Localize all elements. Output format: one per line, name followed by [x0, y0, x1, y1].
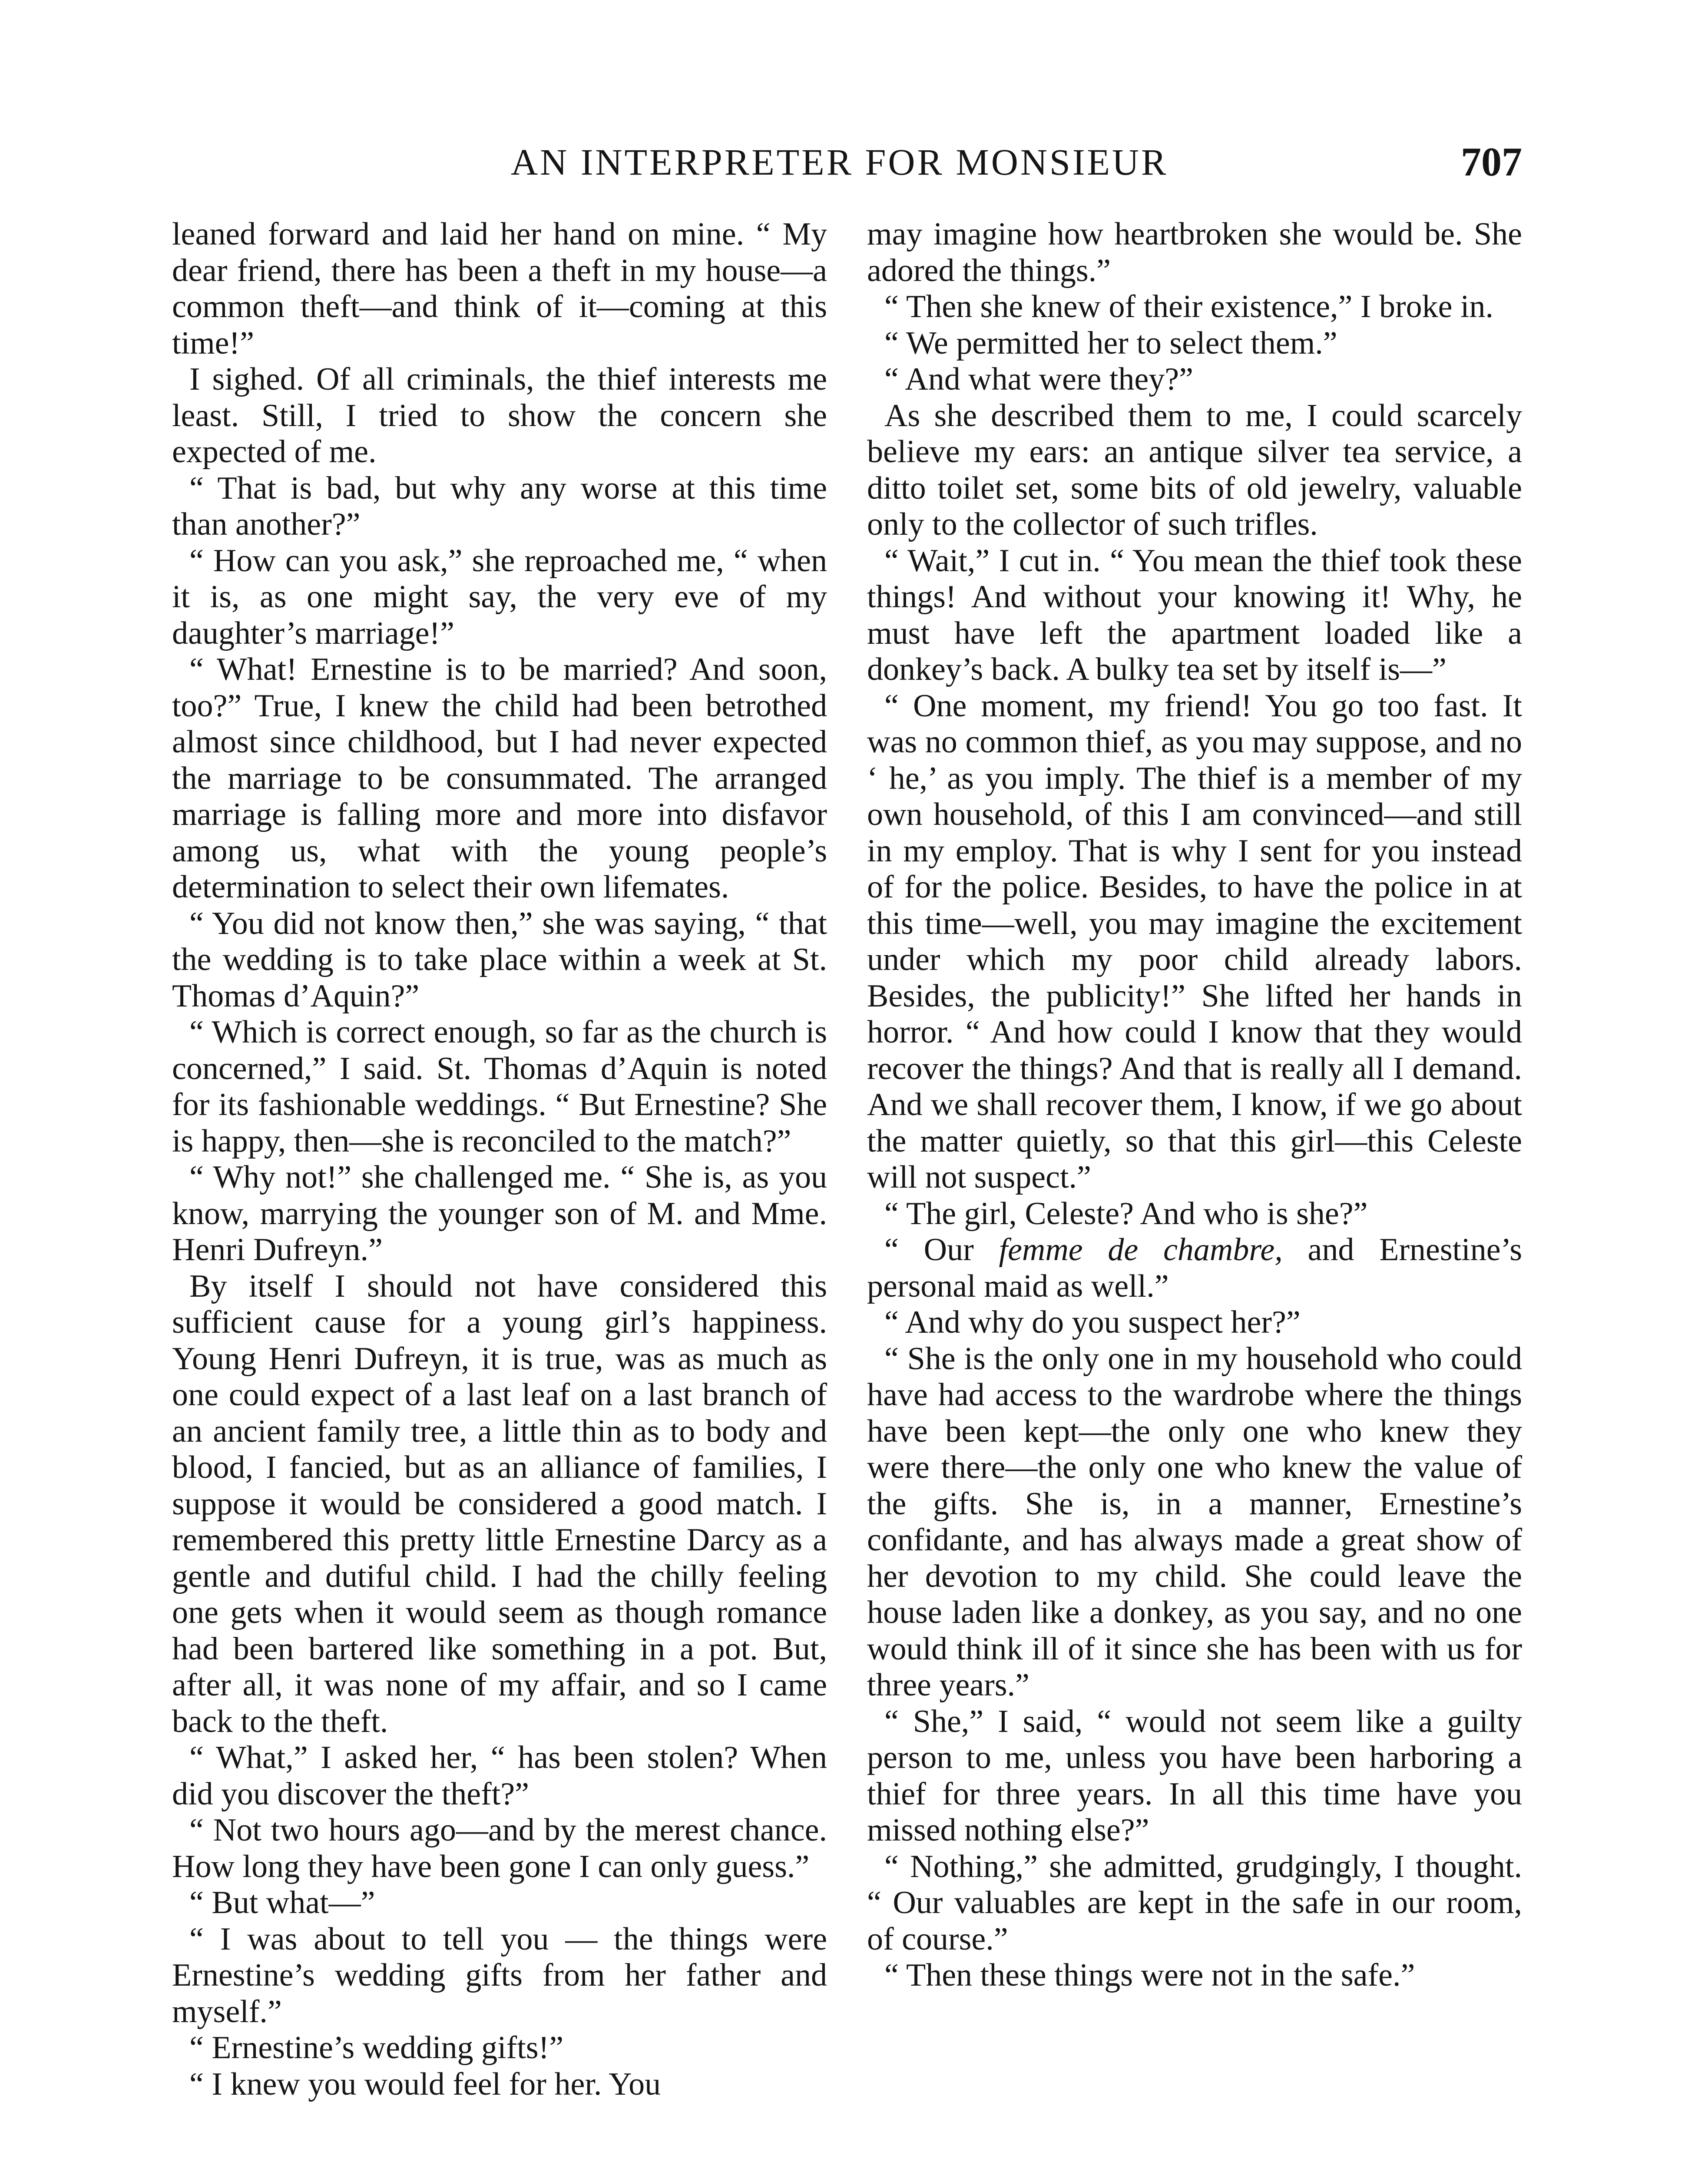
text-span: “ Our	[884, 1232, 999, 1268]
paragraph: leaned forward and laid her hand on mine. “ My dear friend, there has been a theft in my house—a common theft—and think of it—coming at this time!”	[172, 216, 827, 361]
paragraph: “ Which is correct enough, so far as the church is concerned,” I said. St. Thomas d’Aquin is noted for its fashionable weddings. “ But Ernestine? She is happy, then—she is reconciled to the match?”	[172, 1014, 827, 1159]
paragraph: “ How can you ask,” she reproached me, “ when it is, as one might say, the very eve of my daughter’s marriage!”	[172, 543, 827, 651]
italic-phrase: femme de chambre,	[999, 1232, 1283, 1268]
paragraph: “ And what were they?”	[884, 361, 1193, 397]
paragraph: “ I knew you would feel for her. You	[189, 2066, 661, 2102]
paragraph: “ Then these things were not in the safe.”	[884, 1957, 1415, 1993]
paragraph: “ She is the only one in my household who could have had access to the wardrobe where the things have been kept—the only one who knew they were there—the only one who knew the value of the gifts. She is, in a manner, Ernestine’s confidante, and has always made a great show of her devotion to my child. She could leave the house laden like a donkey, as you say, and no one would think ill of it since she has been with us for three years.”	[867, 1341, 1522, 1703]
paragraph: “ You did not know then,” she was saying, “ that the wedding is to take place within a week at St. Thomas d’Aquin?”	[172, 905, 827, 1014]
paragraph: “ What,” I asked her, “ has been stolen? When did you discover the theft?”	[172, 1740, 827, 1812]
right-column	[867, 216, 1522, 2172]
paragraph: By itself I should not have considered this sufficient cause for a young girl’s happiness. Young Henri Dufreyn, it is true, was as much as one could expect of a last leaf on a last branch of an ancient family tree, a little thin as to body and blood, I fancied, but as an alliance of families, I suppose it would be considered a good match. I remembered this pretty little Ernestine Darcy as a gentle and dutiful child. I had the chilly feeling one gets when it would seem as though romance had been bartered like something in a pot. But, after all, it was none of my affair, and so I came back to the theft.	[172, 1268, 827, 1739]
paragraph: “ What! Ernestine is to be married? And soon, too?” True, I knew the child had been betrothed almost since childhood, but I had never expected the marriage to be consummated. The arranged marriage is falling more and more into disfavor among us, what with the young people’s determination to select their own lifemates.	[172, 652, 827, 905]
paragraph: “ But what—”	[189, 1885, 375, 1920]
paragraph: “ Not two hours ago—and by the merest chance. How long they have been gone I can only guess.”	[172, 1812, 827, 1884]
paragraph: may imagine how heartbroken she would be. She adored the things.”	[867, 216, 1522, 288]
paragraph: “ I was about to tell you — the things were Ernestine’s wedding gifts from her father and myself.”	[172, 1921, 827, 2030]
paragraph: “ She,” I said, “ would not seem like a guilty person to me, unless you have been harboring a thief for three years. In all this time have you missed nothing else?”	[867, 1703, 1522, 1848]
paragraph: I sighed. Of all criminals, the thief interests me least. Still, I tried to show the concern she expected of me.	[172, 361, 827, 470]
paragraph: “ Then she knew of their existence,” I broke in.	[884, 289, 1494, 324]
page-number: 707	[1461, 139, 1522, 185]
paragraph-maid	[867, 1232, 1522, 1305]
paragraph: “ Nothing,” she admitted, grudgingly, I thought. “ Our valuables are kept in the safe in our room, of course.”	[867, 1848, 1522, 1957]
paragraph: “ Ernestine’s wedding gifts!”	[189, 2030, 564, 2066]
paragraph: “ Wait,” I cut in. “ You mean the thief took these things! And without your knowing it! Why, he must have left the apartment loaded like a donkey’s back. A bulky tea set by itself is—”	[867, 543, 1522, 687]
left-column	[172, 216, 827, 2172]
running-title: AN INTERPRETER FOR MONSIEUR	[511, 141, 1168, 183]
paragraph: “ And why do you suspect her?”	[884, 1305, 1301, 1340]
paragraph: “ We permitted her to select them.”	[884, 325, 1337, 361]
paragraph: “ Why not!” she challenged me. “ She is, as you know, marrying the younger son of M. and Mme. Henri Dufreyn.”	[172, 1159, 827, 1268]
paragraph: “ One moment, my friend! You go too fast. It was no common thief, as you may suppose, and no ‘ he,’ as you imply. The thief is a member of my own household, of this I am convinced—and still in my employ. That is why I sent for you instead of for the police. Besides, to have the police in at this time—well, you may imagine the excitement under which my poor child already labors. Besides, the publicity!” She lifted her hands in horror. “ And how could I know that they would recover the things? And that is really all I demand. And we shall recover them, I know, if we go about the matter quietly, so that this girl—this Celeste will not suspect.”	[867, 688, 1522, 1195]
paragraph: “ The girl, Celeste? And who is she?”	[884, 1195, 1368, 1232]
paragraph: “ That is bad, but why any worse at this time than another?”	[172, 470, 827, 542]
running-header	[172, 138, 1522, 186]
text-span: and Ernestine’s personal maid as well.”	[867, 1232, 1522, 1304]
paragraph: As she described them to me, I could scarcely believe my ears: an antique silver tea service, a ditto toilet set, some bits of old jewelry, valuable only to the collector of such trifles.	[867, 397, 1522, 542]
